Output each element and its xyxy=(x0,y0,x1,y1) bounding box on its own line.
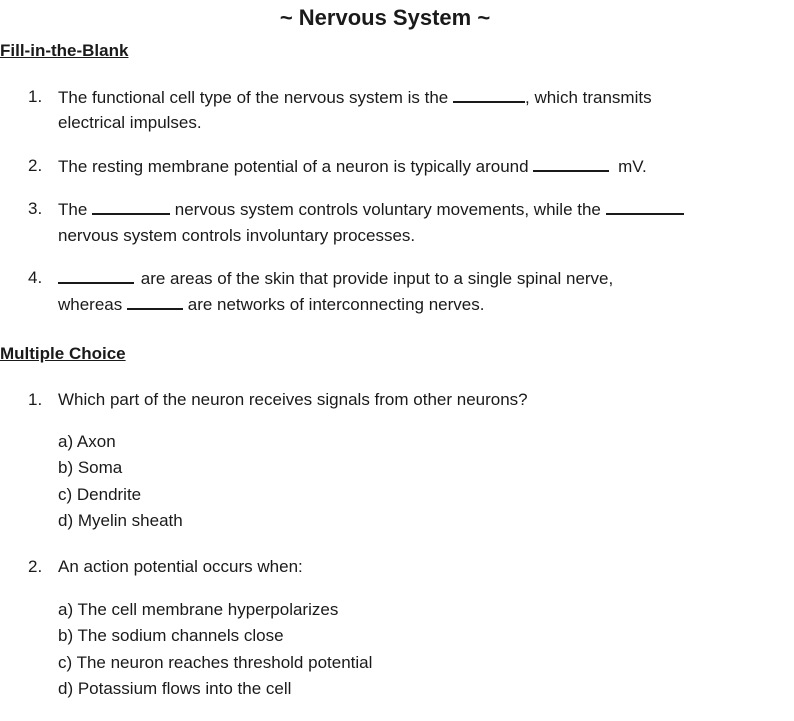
question-line xyxy=(58,199,684,220)
question-line xyxy=(58,156,647,177)
question-text: The resting membrane potential of a neuron is typically around xyxy=(58,157,529,176)
question-number: 1. xyxy=(28,390,43,409)
question-text: The functional cell type of the nervous system is the xyxy=(58,88,449,107)
answer-option[interactable]: d) Potassium flows into the cell xyxy=(58,679,292,698)
question-text: whereas xyxy=(58,295,123,314)
answer-blank[interactable] xyxy=(453,87,525,103)
answer-blank[interactable] xyxy=(606,199,684,215)
question-text: An action potential occurs when: xyxy=(58,557,303,576)
question-number: 1. xyxy=(28,87,43,106)
answer-blank[interactable] xyxy=(533,156,609,172)
answer-option[interactable]: c) The neuron reaches threshold potential xyxy=(58,653,373,672)
question-number: 2. xyxy=(28,557,43,576)
answer-option[interactable]: a) Axon xyxy=(58,432,116,451)
question-line xyxy=(58,87,652,108)
question-number: 3. xyxy=(28,199,43,218)
question-text-line2: nervous system controls involuntary processes. xyxy=(58,226,416,245)
question-text: The xyxy=(58,200,88,219)
question-number: 2. xyxy=(28,156,43,175)
question-text: , which transmits xyxy=(525,88,652,107)
question-line xyxy=(58,268,613,289)
answer-blank[interactable] xyxy=(58,268,134,284)
answer-option[interactable]: c) Dendrite xyxy=(58,485,142,504)
unit-label: mV. xyxy=(618,157,647,176)
section-heading-fill-in: Fill-in-the-Blank xyxy=(0,41,129,60)
answer-option[interactable]: b) Soma xyxy=(58,458,123,477)
section-heading-multiple-choice: Multiple Choice xyxy=(0,344,126,363)
answer-option[interactable]: a) The cell membrane hyperpolarizes xyxy=(58,600,339,619)
question-text: are networks of interconnecting nerves. xyxy=(187,295,485,314)
question-text: Which part of the neuron receives signals from other neurons? xyxy=(58,390,528,409)
question-text: nervous system controls voluntary movements, while the xyxy=(174,200,601,219)
question-number: 4. xyxy=(28,268,43,287)
question-text: are areas of the skin that provide input to a single spinal nerve, xyxy=(140,269,614,288)
question-text-line2: electrical impulses. xyxy=(58,113,202,132)
answer-blank[interactable] xyxy=(92,199,170,215)
answer-option[interactable]: d) Myelin sheath xyxy=(58,511,183,530)
page-title: ~ Nervous System ~ xyxy=(279,5,491,30)
answer-option[interactable]: b) The sodium channels close xyxy=(58,626,284,645)
answer-blank[interactable] xyxy=(127,294,183,310)
question-line xyxy=(58,294,484,315)
